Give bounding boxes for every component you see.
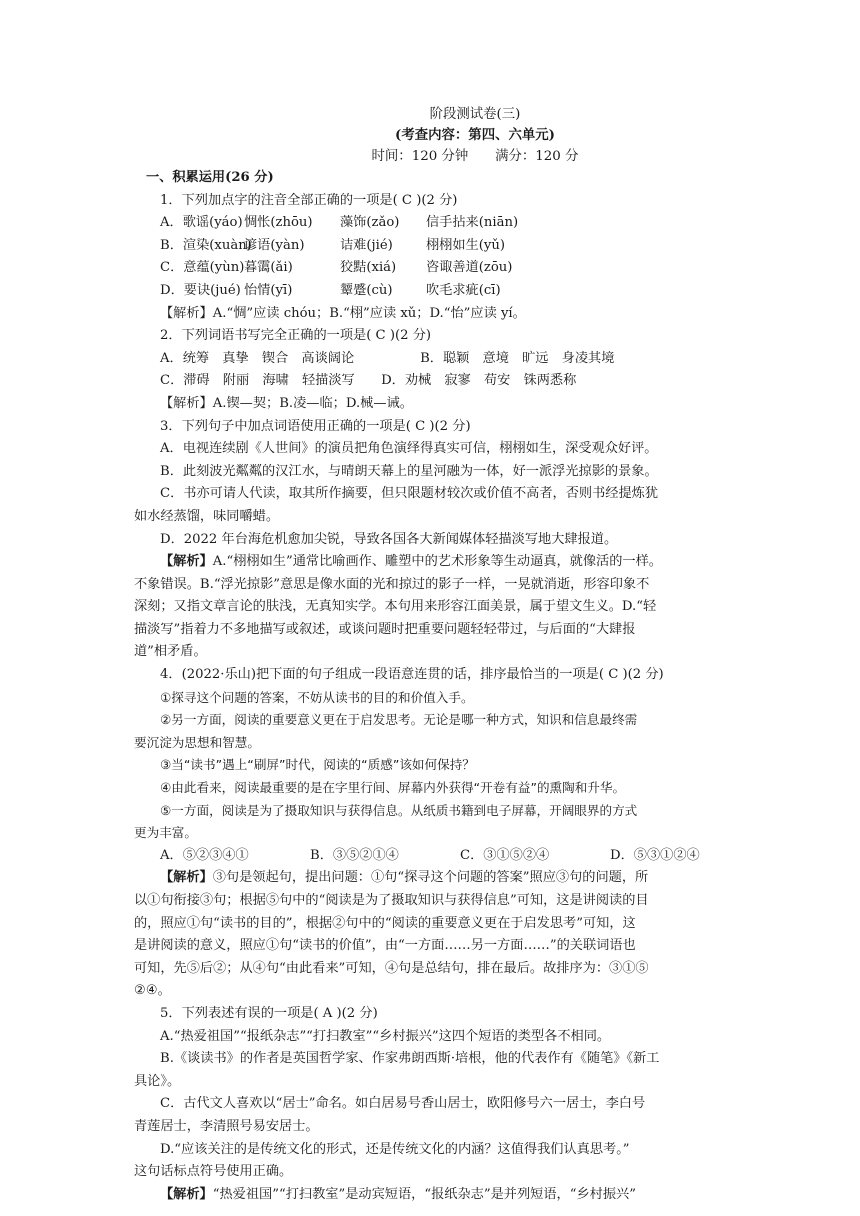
q5-option-c-cont: 青莲居士，李清照号易安居士。 (134, 1118, 319, 1134)
q4-sentence-1: ①探寻这个问题的答案，不妨从读书的目的和价值入手。 (160, 689, 474, 705)
q4-sentence-4: ④由此看来，阅读最重要的是在字里行间、屏幕内外获得“开卷有益”的熏陶和升华。 (160, 780, 626, 796)
q1-option-b: B．渲染(xuàn)谚语(yàn) 诘难(jié) 栩栩如生(yǔ) (160, 237, 505, 253)
q3-stem: 3．下列句子中加点词语使用正确的一项是( C )(2 分) (160, 418, 471, 434)
q5-analysis: 【解析】“热爱祖国”“打扫教室”是动宾短语，“报纸杂志”是并列短语，“乡村振兴” (160, 1186, 636, 1202)
q2-options-cd: C．滞碍 附丽 海啸 轻描淡写 D．劝械 寂寥 苟安 铢两悉称 (160, 373, 577, 389)
q4-analysis: 【解析】③句是领起句，提出问题：①句“探寻这个问题的答案”照应③句的问题，所 (160, 870, 649, 886)
q4-sentence-2: ②另一方面，阅读的重要意义更在于启发思考。无论是哪一种方式，知识和信息最终需 (160, 712, 638, 728)
q3-analysis-5: 道”相矛盾。 (134, 644, 207, 660)
section-heading: 一、积累运用(26 分) (146, 170, 274, 185)
q3-option-d: D．2022 年台海危机愈加尖锐，导致各国各大新闻媒体轻描淡写地大肆报道。 (160, 531, 618, 547)
q4-options: A．⑤②③④① B．③⑤②①④ C．③①⑤②④ D．⑤③①②④ (160, 847, 700, 863)
q1-option-a: A．歌谣(yáo)惆怅(zhōu) 藻饰(zǎo) 信手拈来(niān) (160, 215, 519, 231)
q3-analysis-2: 不象错误。B.“浮光掠影”意思是像水面的光和掠过的影子一样，一晃就消逝，形容印象不 (134, 576, 650, 592)
q2-stem: 2．下列词语书写完全正确的一项是( C )(2 分) (160, 328, 432, 344)
q3-option-c: C．书亦可请人代读，取其所作摘要，但只限题材较次或价值不高者，否则书经提炼犹 (160, 486, 659, 502)
q4-sentence-2-cont: 要沉淀为思想和智慧。 (134, 734, 260, 750)
q3-analysis: 【解析】A.“栩栩如生”通常比喻画作、雕塑中的艺术形象等生动逼真，就像活的一样。 (160, 554, 662, 570)
q1-option-d: D．要诀(jué) 怡情(yī) 颦蹙(cù) 吹毛求疵(cī) (160, 282, 501, 298)
q2-analysis: 【解析】A.锲—契；B.凌—临；D.械—诫。 (160, 395, 413, 411)
q5-option-c: C．古代文人喜欢以“居士”命名。如白居易号香山居士，欧阳修号六一居士，李白号 (160, 1096, 646, 1112)
q3-option-a: A．电视连续剧《人世间》的演员把角色演绎得真实可信，栩栩如生，深受观众好评。 (160, 441, 658, 457)
q5-option-d: D.“应该关注的是传统文化的形式，还是传统文化的内涵？这值得我们认真思考。” (160, 1141, 630, 1157)
q3-analysis-3: 深刻；又指文章言论的肤浅，无真知实学。本句用来形容江面美景，属于望文生义。D.“轻 (134, 599, 657, 615)
q4-sentence-3: ③当“读书”遇上“刷屏”时代，阅读的“质感”该如何保持？ (160, 757, 475, 773)
q4-analysis-6: ②④。 (134, 983, 171, 999)
q5-option-d-cont: 这句话标点符号使用正确。 (134, 1164, 293, 1180)
q4-analysis-4: 是讲阅读的意义，照应①句“读书的价值”，由“一方面……另一方面……”的关联词语也 (134, 938, 636, 954)
q1-option-c: C．意蕴(yùn)暮霭(ǎi) 狡黠(xiá) 咨诹善道(zōu) (160, 260, 513, 276)
q1-stem: 1．下列加点字的注音全部正确的一项是( C )(2 分) (160, 192, 458, 208)
exam-title: 阶段测试卷(三) (429, 107, 521, 122)
q2-options-ab: A．统筹 真挚 锲合 高谈阔论 B．聪颖 意境 旷远 身凌其境 (160, 350, 615, 366)
q5-option-b: B.《谈读书》的作者是英国哲学家、作家弗朗西斯·培根，他的代表作有《随笔》《新工 (160, 1051, 660, 1067)
q3-option-c-cont: 如水经蒸馏，味同嚼蜡。 (134, 508, 280, 524)
q4-analysis-2: 以①句衔接③句；根据⑤句中的“阅读是为了摄取知识与获得信息”可知，这是讲阅读的目 (134, 893, 649, 908)
q4-analysis-5: 可知，先⑤后②；从④句“由此看来”可知，④句是总结句，排在最后。故排序为：③①⑤ (134, 960, 649, 976)
exam-scope: (考查内容：第四、六单元) (395, 127, 555, 143)
exam-header (170, 104, 780, 167)
q5-option-b-cont: 具论》。 (134, 1073, 181, 1089)
q4-analysis-3: 的，照应①句“读书的目的”，根据②句中的“阅读的重要意义更在于启发思考”可知，这 (134, 915, 636, 931)
q4-sentence-5: ⑤一方面，阅读是为了摄取知识与获得信息。从纸质书籍到电子屏幕，开阔眼界的方式 (160, 802, 638, 818)
time-and-score: 时间：120 分钟 满分：120 分 (371, 149, 579, 164)
q3-option-b: B．此刻波光粼粼的汉江水，与晴朗天幕上的星河融为一体，好一派浮光掠影的景象。 (160, 463, 658, 479)
q5-stem: 5．下列表述有误的一项是( A )(2 分) (160, 1005, 378, 1021)
q1-analysis: 【解析】A.“惆”应读 chóu；B.“栩”应读 xǔ；D.“怡”应读 yí。 (160, 305, 526, 321)
q4-sentence-5-cont: 更为丰富。 (134, 825, 197, 841)
q5-option-a: A.“热爱祖国”“报纸杂志”“打扫教室”“乡村振兴”这四个短语的类型各不相同。 (160, 1028, 611, 1044)
q3-analysis-4: 描淡写”指着力不多地描写或叙述，或谈问题时把重要问题轻轻带过，与后面的“大肆报 (134, 621, 636, 637)
q4-stem: 4．(2022·乐山)把下面的句子组成一段语意连贯的话，排序最恰当的一项是( C )(2 分) (160, 667, 664, 683)
